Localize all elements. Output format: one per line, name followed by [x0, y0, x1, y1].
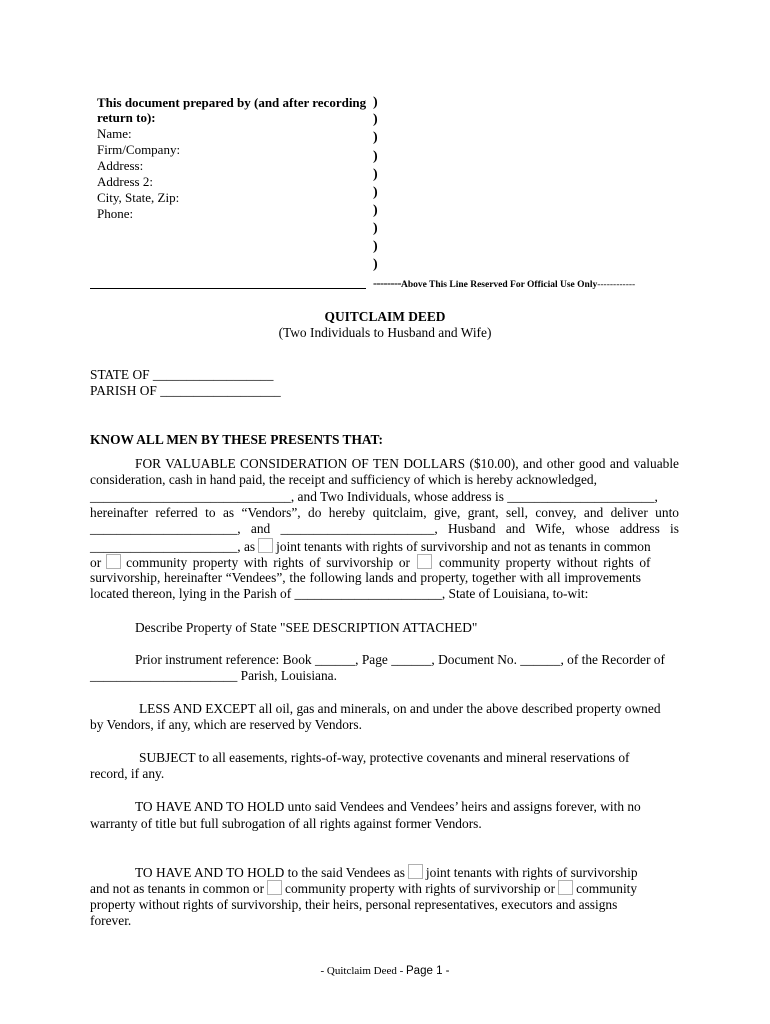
community-without-survivorship-checkbox[interactable]	[417, 554, 432, 569]
describe-property: Describe Property of State "SEE DESCRIPTION ATTACHED"	[135, 620, 478, 635]
prior-instrument-parish: ______________________ Parish, Louisiana.	[90, 668, 337, 683]
footer-doc-name: - Quitclaim Deed -	[320, 965, 407, 977]
phone-field-label: Phone:	[97, 206, 134, 221]
paren: )	[373, 95, 378, 110]
or-text: or	[90, 555, 102, 570]
deed-subtitle: (Two Individuals to Husband and Wife)	[278, 325, 492, 340]
address2-field-label: Address 2:	[97, 174, 153, 189]
vendees-line: survivorship, hereinafter “Vendees”, the following lands and property, together with all improvements	[90, 570, 641, 585]
know-all-heading: KNOW ALL MEN BY THESE PRESENTS THAT:	[90, 432, 383, 447]
community-with-survivorship-checkbox[interactable]	[106, 554, 121, 569]
subject-line2: record, if any.	[90, 766, 165, 781]
parish-line: PARISH OF __________________	[90, 383, 281, 398]
word: is	[670, 521, 679, 536]
consideration-paragraph: FOR VALUABLE CONSIDERATION OF TEN DOLLARS ($10.00), and other good and valuable consideration, cash in hand paid, the receipt and sufficiency of which is hereby acknowledged,	[90, 456, 679, 488]
city-state-zip-field-label: City, State, Zip:	[97, 190, 180, 205]
less-except-line1: LESS AND EXCEPT all oil, gas and minerals, on and under the above described property owned	[139, 701, 661, 716]
word: Wife,	[535, 521, 565, 536]
tenancy-line	[90, 538, 651, 555]
prepared-by-heading: This document prepared by (and after recording	[97, 95, 367, 110]
subject-line1: SUBJECT to all easements, rights-of-way, protective covenants and mineral reservations of	[139, 750, 630, 765]
community-property-line	[90, 554, 651, 571]
habendum-community-with-checkbox[interactable]	[267, 880, 282, 895]
reserved-dashes-right: ------------	[597, 280, 636, 290]
habendum1-line2: warranty of title but full subrogation of all rights against former Vendors.	[90, 816, 482, 831]
parish-located-line: located thereon, lying in the Parish of ______________________, State of Louisiana, to-wit:	[90, 586, 589, 601]
reserved-text: Above This Line Reserved For Official Use Only	[400, 280, 598, 290]
vendees-address-blank: ______________________, as	[90, 539, 256, 554]
address-field-label: Address:	[97, 158, 144, 173]
habendum2-line1	[135, 864, 638, 881]
habendum2-line3: property without rights of survivorship, their heirs, personal representatives, executors and assigns	[90, 897, 618, 912]
joint-tenants-text: joint tenants with rights of survivorship and not as tenants in common	[276, 539, 651, 554]
word: _______________________,	[280, 521, 438, 536]
hereinafter-line	[90, 505, 679, 521]
word: Husband	[448, 521, 496, 536]
state-line: STATE OF __________________	[90, 367, 274, 382]
prepared-by-heading-cont: return to):	[97, 110, 156, 125]
community-without-text: community property without rights of	[438, 555, 651, 570]
page-footer	[0, 965, 770, 977]
word: and	[250, 521, 271, 536]
word: and	[505, 521, 526, 536]
footer-page-number: Page 1 -	[406, 965, 450, 977]
paren: )	[373, 185, 378, 200]
deed-title: QUITCLAIM DEED	[324, 309, 446, 324]
reserved-dashes-left: --------	[373, 276, 401, 290]
habendum2-line2	[90, 880, 637, 897]
signature-rule	[90, 288, 366, 289]
habendum2-line4: forever.	[90, 913, 132, 928]
habendum2-text-c: and not as tenants in common or	[90, 881, 265, 896]
habendum2-text-a: TO HAVE AND TO HOLD to the said Vendees as	[135, 865, 405, 880]
vendees-name-line	[90, 521, 679, 537]
habendum-community-without-checkbox[interactable]	[558, 880, 573, 895]
habendum2-text-d: community property with rights of survivorship or	[285, 881, 556, 896]
habendum2-text-b: joint tenants with rights of survivorship	[425, 865, 638, 880]
community-with-text: community property with rights of survivorship or	[126, 555, 410, 570]
vendors-name-line: ______________________________, and Two Individuals, whose address is ______________________,	[90, 489, 658, 504]
reserved-line	[373, 276, 635, 291]
word: address	[619, 521, 660, 536]
paren: )	[373, 149, 378, 164]
paren: )	[373, 112, 378, 127]
word: whose	[575, 521, 610, 536]
paren: )	[373, 257, 378, 272]
habendum2-text-e: community	[576, 881, 638, 896]
paren: )	[373, 203, 378, 218]
firm-field-label: Firm/Company:	[97, 142, 181, 157]
paren: )	[373, 239, 378, 254]
paren: )	[373, 130, 378, 145]
name-field-label: Name:	[97, 126, 132, 141]
joint-tenants-checkbox[interactable]	[258, 538, 273, 553]
word: ______________________,	[90, 521, 241, 536]
habendum1-line1: TO HAVE AND TO HOLD unto said Vendees and Vendees’ heirs and assigns forever, with no	[135, 799, 641, 814]
paren: )	[373, 167, 378, 182]
habendum-joint-tenants-checkbox[interactable]	[408, 864, 423, 879]
paren: )	[373, 221, 378, 236]
hereinafter-text: hereinafter referred to as “Vendors”, do hereby quitclaim, give, grant, sell, convey, and deliver unto	[90, 505, 679, 520]
less-except-line2: by Vendors, if any, which are reserved by Vendors.	[90, 717, 362, 732]
prior-instrument-line: Prior instrument reference: Book ______, Page ______, Document No. ______, of the Recorder of	[135, 652, 665, 667]
